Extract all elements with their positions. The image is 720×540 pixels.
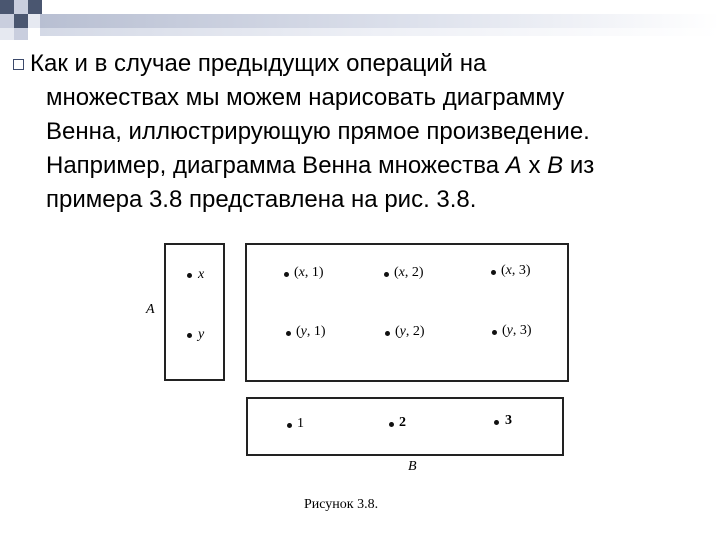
pair-dot — [385, 331, 390, 336]
pair-y-1: (y, 1) — [296, 324, 326, 339]
slide-body-text — [30, 47, 710, 217]
pair-dot — [491, 270, 496, 275]
set-a-label: A — [146, 302, 155, 317]
text-line: Например, диаграмма Венна множества A x B из — [46, 152, 595, 179]
pair-dot — [384, 272, 389, 277]
pair-y-3: (y, 3) — [502, 323, 532, 338]
figure-caption: Рисунок 3.8. — [304, 497, 379, 512]
set-b-dot — [494, 420, 499, 425]
text-line: примера 3.8 представлена на рис. 3.8. — [46, 186, 477, 213]
set-b-dot — [389, 422, 394, 427]
pair-x-2: (x, 2) — [394, 265, 424, 280]
set-b-element: 3 — [505, 413, 512, 428]
pair-x-1: (x, 1) — [294, 265, 324, 280]
set-a-element: x — [198, 267, 205, 282]
set-a-dot — [187, 333, 192, 338]
set-a-box — [164, 243, 225, 381]
set-b-element: 1 — [297, 416, 304, 431]
set-a-dot — [187, 273, 192, 278]
set-a-element: y — [198, 327, 205, 342]
header-decoration — [0, 0, 720, 40]
text-line: множествах мы можем нарисовать диаграмму — [46, 84, 565, 111]
text-line: Как и в случае предыдущих операций на — [30, 50, 487, 77]
pair-dot — [284, 272, 289, 277]
pair-x-3: (x, 3) — [501, 263, 531, 278]
text-line: Венна, иллюстрирующую прямое произведение. — [46, 118, 590, 145]
pair-dot — [492, 330, 497, 335]
pair-dot — [286, 331, 291, 336]
pair-y-2: (y, 2) — [395, 324, 425, 339]
bullet-icon — [13, 59, 24, 70]
set-b-element: 2 — [399, 415, 406, 430]
set-b-dot — [287, 423, 292, 428]
set-b-label: B — [408, 459, 417, 474]
